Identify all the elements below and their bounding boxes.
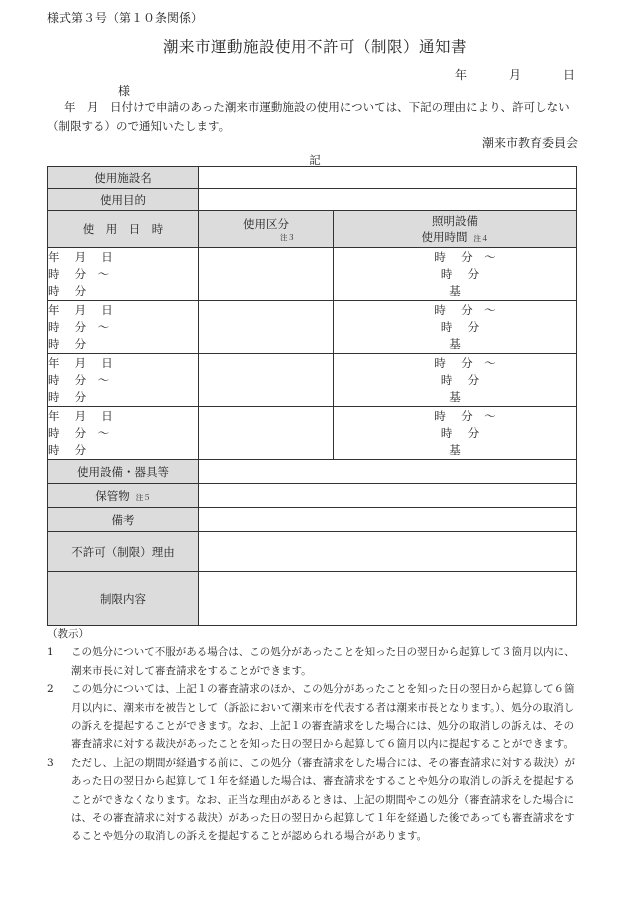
lighting-time[interactable]: [334, 248, 577, 301]
dt-date: 年 月 日: [48, 249, 113, 264]
instruction-text: この処分について不服がある場合は、この処分があったことを知った日の翌日から起算して３箇月以内に、潮来市長に対して審査請求をすることができます。: [71, 646, 575, 677]
row-reason: [48, 532, 577, 572]
instruction-text: ただし、上記の期間が経過する前に、この処分（審査請求をした場合には、その審査請求に対する裁決）があった日の翌日から起算して１年を経過した場合は、審査請求をすることや処分の取消しの訴えを提起することができなくなります。なお、正当な理由があるときは、上記の期間やこの処分（審査請求をした場合には、その審査請求に対する裁決）があった日の翌日から起算して１年を経過した後であっても審査請求をすることや処分の取消しの訴えを提起することが認められる場合があります。: [71, 756, 575, 843]
lighting-note: 注４: [473, 234, 489, 243]
dt-date: 年 月 日: [48, 408, 113, 423]
lt-start: 時 分 ～: [434, 302, 496, 317]
instruction-number: 3: [47, 756, 54, 769]
equipment-label: 使用設備・器具等: [48, 460, 199, 484]
usage-row: [48, 407, 577, 460]
lt-start: 時 分 ～: [434, 355, 496, 370]
row-storage: [48, 484, 577, 508]
instruction-number: 2: [47, 683, 54, 696]
dt-date: 年 月 日: [48, 302, 113, 317]
form-number: 様式第３号（第１０条関係）: [47, 11, 204, 25]
dt-start: 時 分 ～: [48, 372, 110, 387]
category-note: 注３: [280, 232, 295, 242]
row-header: [48, 211, 577, 248]
instruction-item: [47, 680, 579, 754]
reason-label: 不許可（制限）理由: [48, 532, 199, 572]
usage-row: [48, 354, 577, 407]
date-month: 月: [508, 68, 521, 82]
lt-start: 時 分 ～: [434, 408, 496, 423]
lighting-header-time: 使用時間: [421, 230, 468, 244]
addressee: 様: [118, 84, 131, 98]
remarks-label: 備考: [48, 508, 199, 532]
lt-count: 基: [449, 336, 461, 351]
dt-date: 年 月 日: [48, 355, 113, 370]
equipment-field[interactable]: [199, 460, 577, 484]
usage-datetime[interactable]: [48, 354, 199, 407]
dt-start: 時 分 ～: [48, 266, 110, 281]
row-restriction: [48, 572, 577, 626]
purpose-label: 使用目的: [48, 189, 199, 211]
lighting-time[interactable]: [334, 301, 577, 354]
lighting-time[interactable]: [334, 407, 577, 460]
usage-row: [48, 248, 577, 301]
instruction-text: この処分については、上記１の審査請求のほか、この処分があったことを知った日の翌日から起算して６箇月以内に、潮来市を被告として（訴訟において潮来市を代表する者は潮来市長となります。）、処分の取消しの訴えを提起することができます。なお、上記１の審査請求をした場合には、処分の取消しの訴えは、その審査請求に対する裁決があったことを知った日の翌日から起算して６箇月以内に提起することができます。: [71, 683, 575, 751]
dt-end: 時 分: [48, 389, 87, 404]
usage-category-field[interactable]: [199, 407, 334, 460]
row-equipment: [48, 460, 577, 484]
lighting-time[interactable]: [334, 354, 577, 407]
usage-datetime[interactable]: [48, 248, 199, 301]
lighting-header-label: 照明設備: [432, 214, 478, 228]
storage-note: 注５: [135, 492, 151, 502]
usage-category-field[interactable]: [199, 354, 334, 407]
lighting-header-sub: [334, 229, 576, 245]
reason-field[interactable]: [199, 532, 577, 572]
dt-end: 時 分: [48, 336, 87, 351]
instruction-item: [47, 643, 579, 680]
issuer: 潮来市教育委員会: [481, 136, 578, 150]
facility-name-label: 使用施設名: [48, 167, 199, 189]
dt-start: 時 分 ～: [48, 319, 110, 334]
date-day: 日: [562, 68, 575, 82]
ki-mark: 記: [309, 153, 321, 167]
storage-label-text: 保管物: [95, 488, 130, 503]
dt-end: 時 分: [48, 283, 87, 298]
dt-start: 時 分 ～: [48, 425, 110, 440]
storage-field[interactable]: [199, 484, 577, 508]
lt-end: 時 分: [440, 372, 480, 387]
category-header: [199, 211, 334, 248]
lt-start: 時 分 ～: [434, 249, 496, 264]
date-line: [455, 66, 575, 83]
date-year: 年: [455, 68, 468, 82]
lt-count: 基: [449, 442, 461, 457]
restriction-field[interactable]: [199, 572, 577, 626]
instruction-item: [47, 754, 579, 846]
row-facility: [48, 167, 577, 189]
lt-count: 基: [449, 283, 461, 298]
facility-name-field[interactable]: [199, 167, 577, 189]
instruction-number: 1: [47, 646, 54, 659]
instructions-heading: （教示）: [47, 628, 89, 640]
details-table: [47, 166, 577, 626]
usage-category-field[interactable]: [199, 248, 334, 301]
storage-label: [48, 484, 199, 508]
usage-datetime[interactable]: [48, 407, 199, 460]
lighting-header: [334, 211, 577, 248]
lt-end: 時 分: [440, 266, 480, 281]
row-remarks: [48, 508, 577, 532]
usage-datetime[interactable]: [48, 301, 199, 354]
document-title: 潮来市運動施設使用不許可（制限）通知書: [162, 38, 467, 56]
lt-end: 時 分: [440, 319, 480, 334]
body-text: 年 月 日付けで申請のあった潮来市運動施設の使用については、下記の理由により、許可しない（制限する）ので通知いたします。: [47, 100, 570, 133]
category-header-label: 使用区分: [243, 216, 289, 231]
lt-end: 時 分: [440, 425, 480, 440]
usage-row: [48, 301, 577, 354]
dt-end: 時 分: [48, 442, 87, 457]
datetime-header: 使 用 日 時: [48, 211, 199, 248]
remarks-field[interactable]: [199, 508, 577, 532]
instructions: [47, 625, 579, 846]
purpose-field[interactable]: [199, 189, 577, 211]
row-purpose: [48, 189, 577, 211]
restriction-label: 制限内容: [48, 572, 199, 626]
lt-count: 基: [449, 389, 461, 404]
usage-category-field[interactable]: [199, 301, 334, 354]
